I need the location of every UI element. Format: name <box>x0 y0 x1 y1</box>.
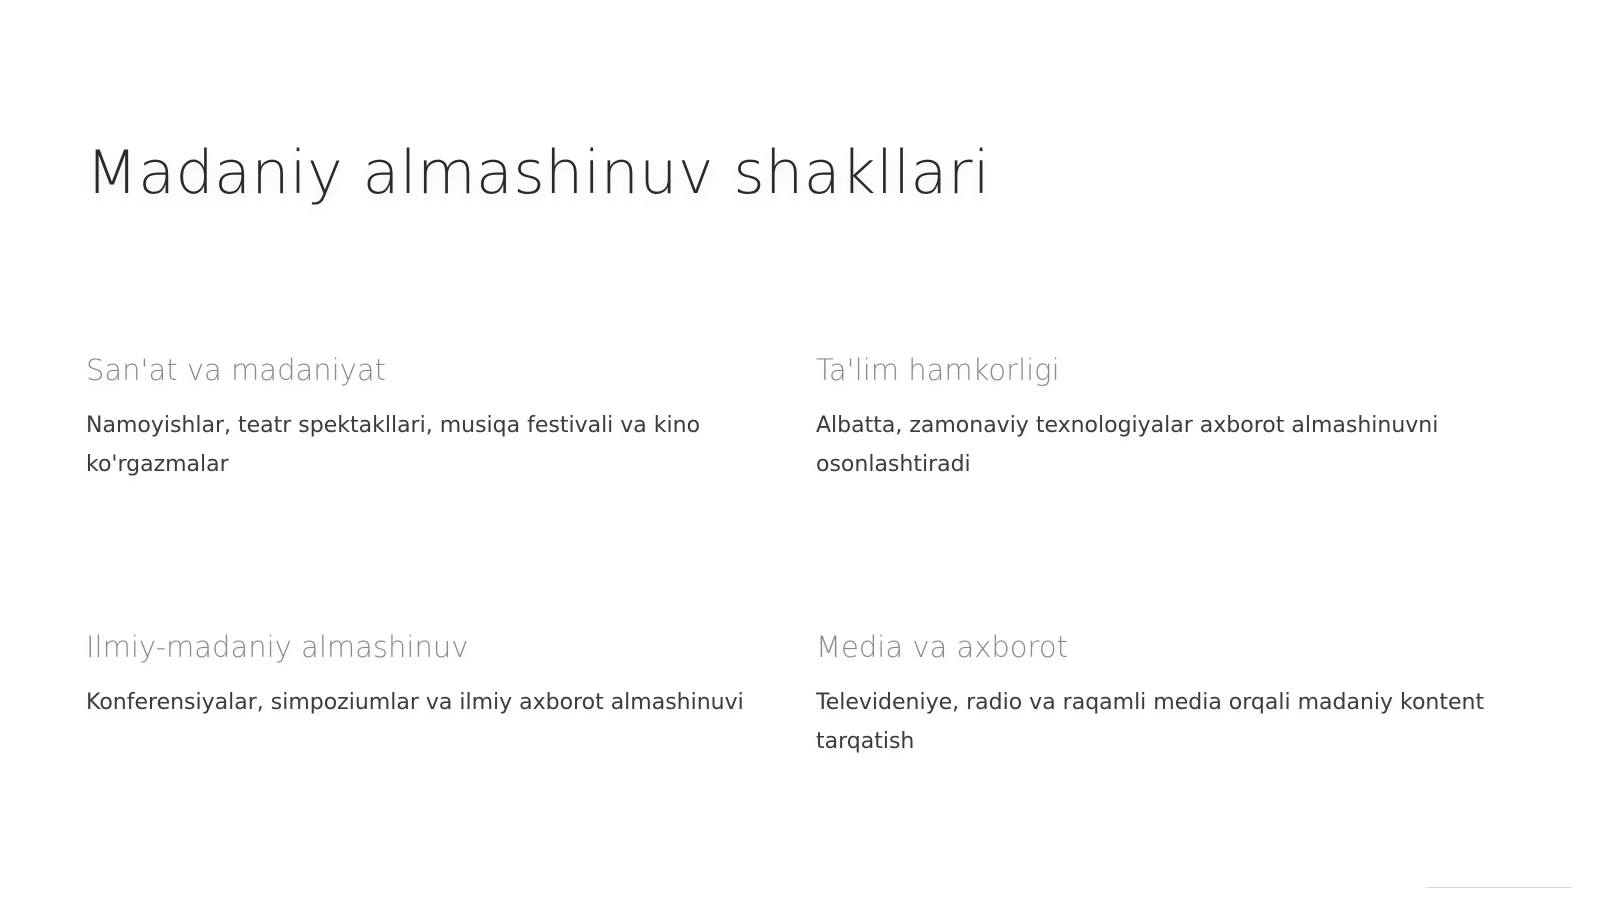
card-text: Konferensiyalar, simpoziumlar va ilmiy axborot almashinuvi <box>86 690 744 715</box>
card-text: Namoyishlar, teatr spektakllari, musiqa festivali va kino ko'rgazmalar <box>86 413 701 477</box>
card-heading: Media va axborot <box>816 630 1068 664</box>
card-media <box>816 627 1506 761</box>
footer-divider <box>1427 887 1572 888</box>
card-text: Televideniye, radio va raqamli media orqali madaniy kontent tarqatish <box>816 690 1485 754</box>
card-art-culture <box>86 350 776 484</box>
card-text: Albatta, zamonaviy texnologiyalar axborot almashinuvni osonlashtiradi <box>816 413 1439 477</box>
card-heading: Ta'lim hamkorligi <box>816 353 1060 387</box>
card-education <box>816 350 1506 484</box>
card-heading: Ilmiy-madaniy almashinuv <box>86 630 469 664</box>
card-heading: San'at va madaniyat <box>86 353 386 387</box>
slide-title: Madaniy almashinuv shakllari <box>86 138 991 208</box>
card-science-culture <box>86 627 776 722</box>
